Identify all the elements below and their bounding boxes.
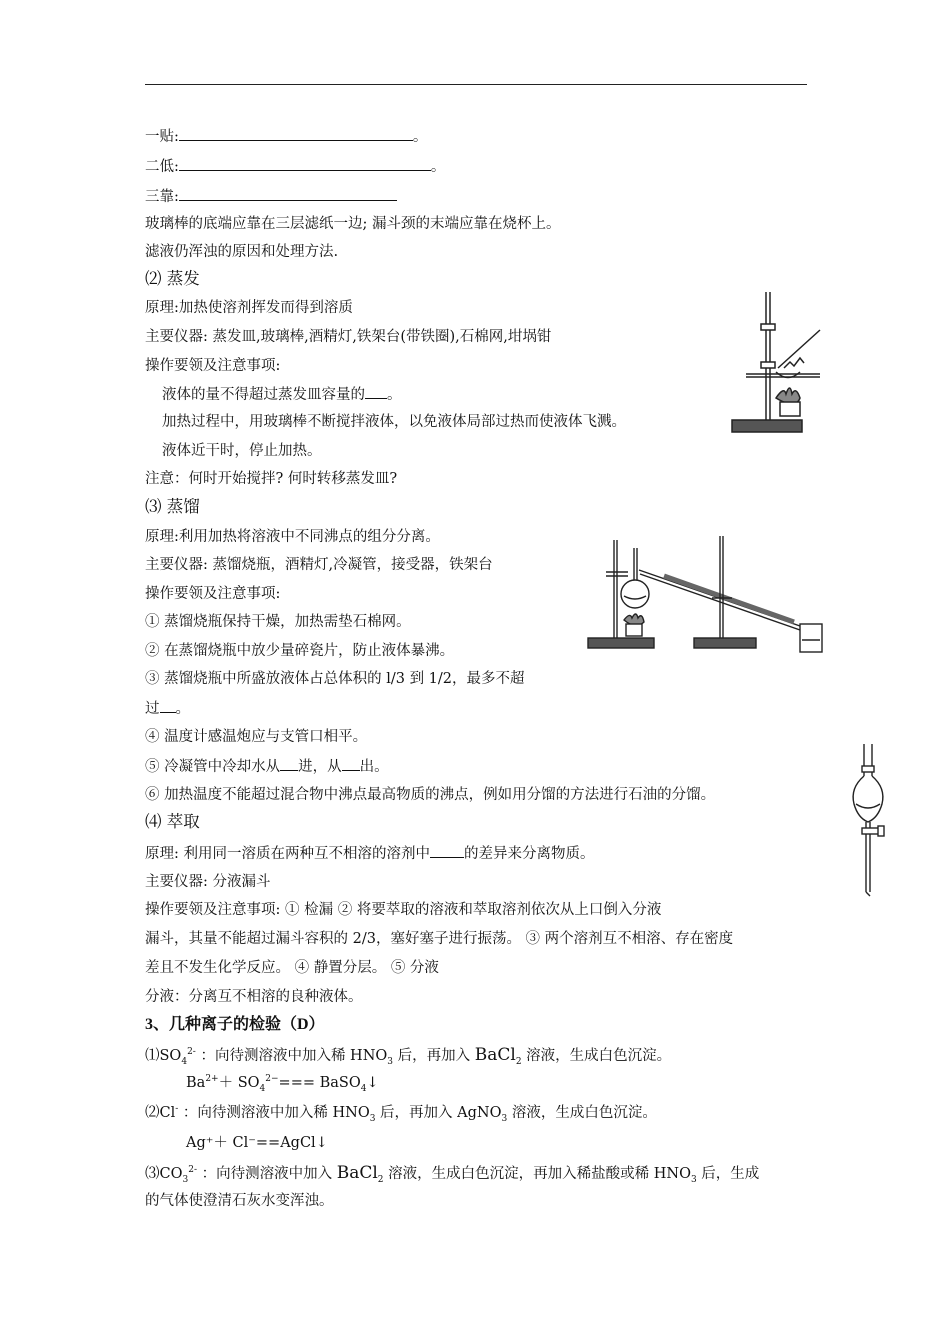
blank <box>342 756 360 771</box>
dist-op1: ① 蒸馏烧瓶保持干燥，加热需垫石棉网。 <box>145 614 411 630</box>
distillation-apparatus-figure <box>584 530 836 656</box>
co3-test: $⑶CO_3^{2-}$ ：向待测溶液中加入 BaCl$_2$ 溶液，生成白色沉淀，再加入稀盐酸或稀 $HNO_3$ 后，生成 <box>145 1163 760 1185</box>
blank <box>179 186 397 201</box>
dist-op3: ③ 蒸馏烧瓶中所盛放液体占总体积的 l/3 到 1/2，最多不超 <box>145 671 525 687</box>
filter-note: 玻璃棒的底端应靠在三层滤纸一边; 漏斗颈的末端应靠在烧杯上。 <box>145 216 561 232</box>
evap-attention: 注意：何时开始搅拌? 何时转移蒸发皿? <box>145 471 398 487</box>
evap-op3: 液体近干时，停止加热。 <box>162 443 322 459</box>
extr-ops-2: 漏斗，其量不能超过漏斗容积的 2/3，塞好塞子进行振荡。 ③ 两个溶剂互不相溶、存在密度 <box>145 931 734 947</box>
blank <box>430 843 464 858</box>
extraction-heading: ⑷ 萃取 <box>145 812 200 831</box>
evaporation-heading: ⑵ 蒸发 <box>145 269 200 288</box>
cl-test: ⑵Cl- ：向待测溶液中加入稀 $HNO_3$ 后，再加入 AgNO$_3$ 溶液，生成白色沉淀。 <box>145 1104 657 1124</box>
evaporation-apparatus-figure <box>728 288 828 438</box>
dist-instruments: 主要仪器: 蒸馏烧瓶，酒精灯,冷凝管，接受器，铁架台 <box>145 557 493 573</box>
yi-tie-line: 一贴: 。 <box>145 126 427 147</box>
header-rule <box>145 84 807 85</box>
extr-fenye: 分液：分离互不相溶的良种液体。 <box>145 989 363 1005</box>
evap-instruments: 主要仪器: 蒸发皿,玻璃棒,酒精灯,铁架台(带铁圈),石棉网,坩埚钳 <box>145 329 552 345</box>
dist-op4: ④ 温度计感温炮应与支管口相平。 <box>145 729 368 745</box>
dist-op2: ② 在蒸馏烧瓶中放少量碎瓷片，防止液体暴沸。 <box>145 643 455 659</box>
dist-op5: ⑤ 冷凝管中冷却水从 进，从 出。 <box>145 756 389 777</box>
so4-test: $⑴SO_4^{2-}$ ：向待测溶液中加入稀 $HNO_3$ 后，再加入 BaCl$_2$ 溶液，生成白色沉淀。 <box>145 1045 672 1067</box>
evap-principle: 原理:加热使溶剂挥发而得到溶质 <box>145 300 353 316</box>
cl-equation: Ag⁺＋ Cl⁻==AgCl↓ <box>186 1135 328 1151</box>
blank <box>160 698 176 713</box>
extr-principle: 原理: 利用同一溶质在两种互不相溶的溶剂中 的差异来分离物质。 <box>145 843 595 864</box>
evap-op1: 液体的量不得超过蒸发皿容量的 。 <box>162 384 402 405</box>
evap-op2: 加热过程中，用玻璃棒不断搅拌液体，以免液体局部过热而使液体飞溅。 <box>162 414 626 430</box>
dist-op6: ⑥ 加热温度不能超过混合物中沸点最高物质的沸点，例如用分馏的方法进行石油的分馏。 <box>145 787 716 803</box>
dist-principle: 原理:利用加热将溶液中不同沸点的组分分离。 <box>145 529 440 545</box>
dist-ops-title: 操作要领及注意事项: <box>145 586 281 602</box>
evap-ops-title: 操作要领及注意事项: <box>145 358 281 374</box>
separatory-funnel-figure <box>848 742 888 902</box>
er-di-line: 二低: 。 <box>145 156 445 177</box>
blank <box>179 156 431 171</box>
distillation-heading: ⑶ 蒸馏 <box>145 497 200 516</box>
blank <box>365 384 387 399</box>
san-kao-line: 三靠: <box>145 186 397 207</box>
blank <box>280 756 298 771</box>
extr-ops-3: 差且不发生化学反应。 ④ 静置分层。 ⑤ 分液 <box>145 960 439 976</box>
blank <box>179 126 413 141</box>
ions-heading: 3、几种离子的检验（D） <box>145 1016 325 1033</box>
dist-op3-cont: 过 。 <box>145 698 190 719</box>
extr-ops-1: 操作要领及注意事项: ① 检漏 ② 将要萃取的溶液和萃取溶剂依次从上口倒入分液 <box>145 902 662 918</box>
co3-test-cont: 的气体使澄清石灰水变浑浊。 <box>145 1193 334 1209</box>
so4-equation: $Ba^{2+}+ SO_4^{2-}===$ BaSO$_4$↓ <box>186 1074 379 1094</box>
extr-instruments: 主要仪器: 分液漏斗 <box>145 874 271 890</box>
turbid-note: 滤液仍浑浊的原因和处理方法. <box>145 244 339 260</box>
